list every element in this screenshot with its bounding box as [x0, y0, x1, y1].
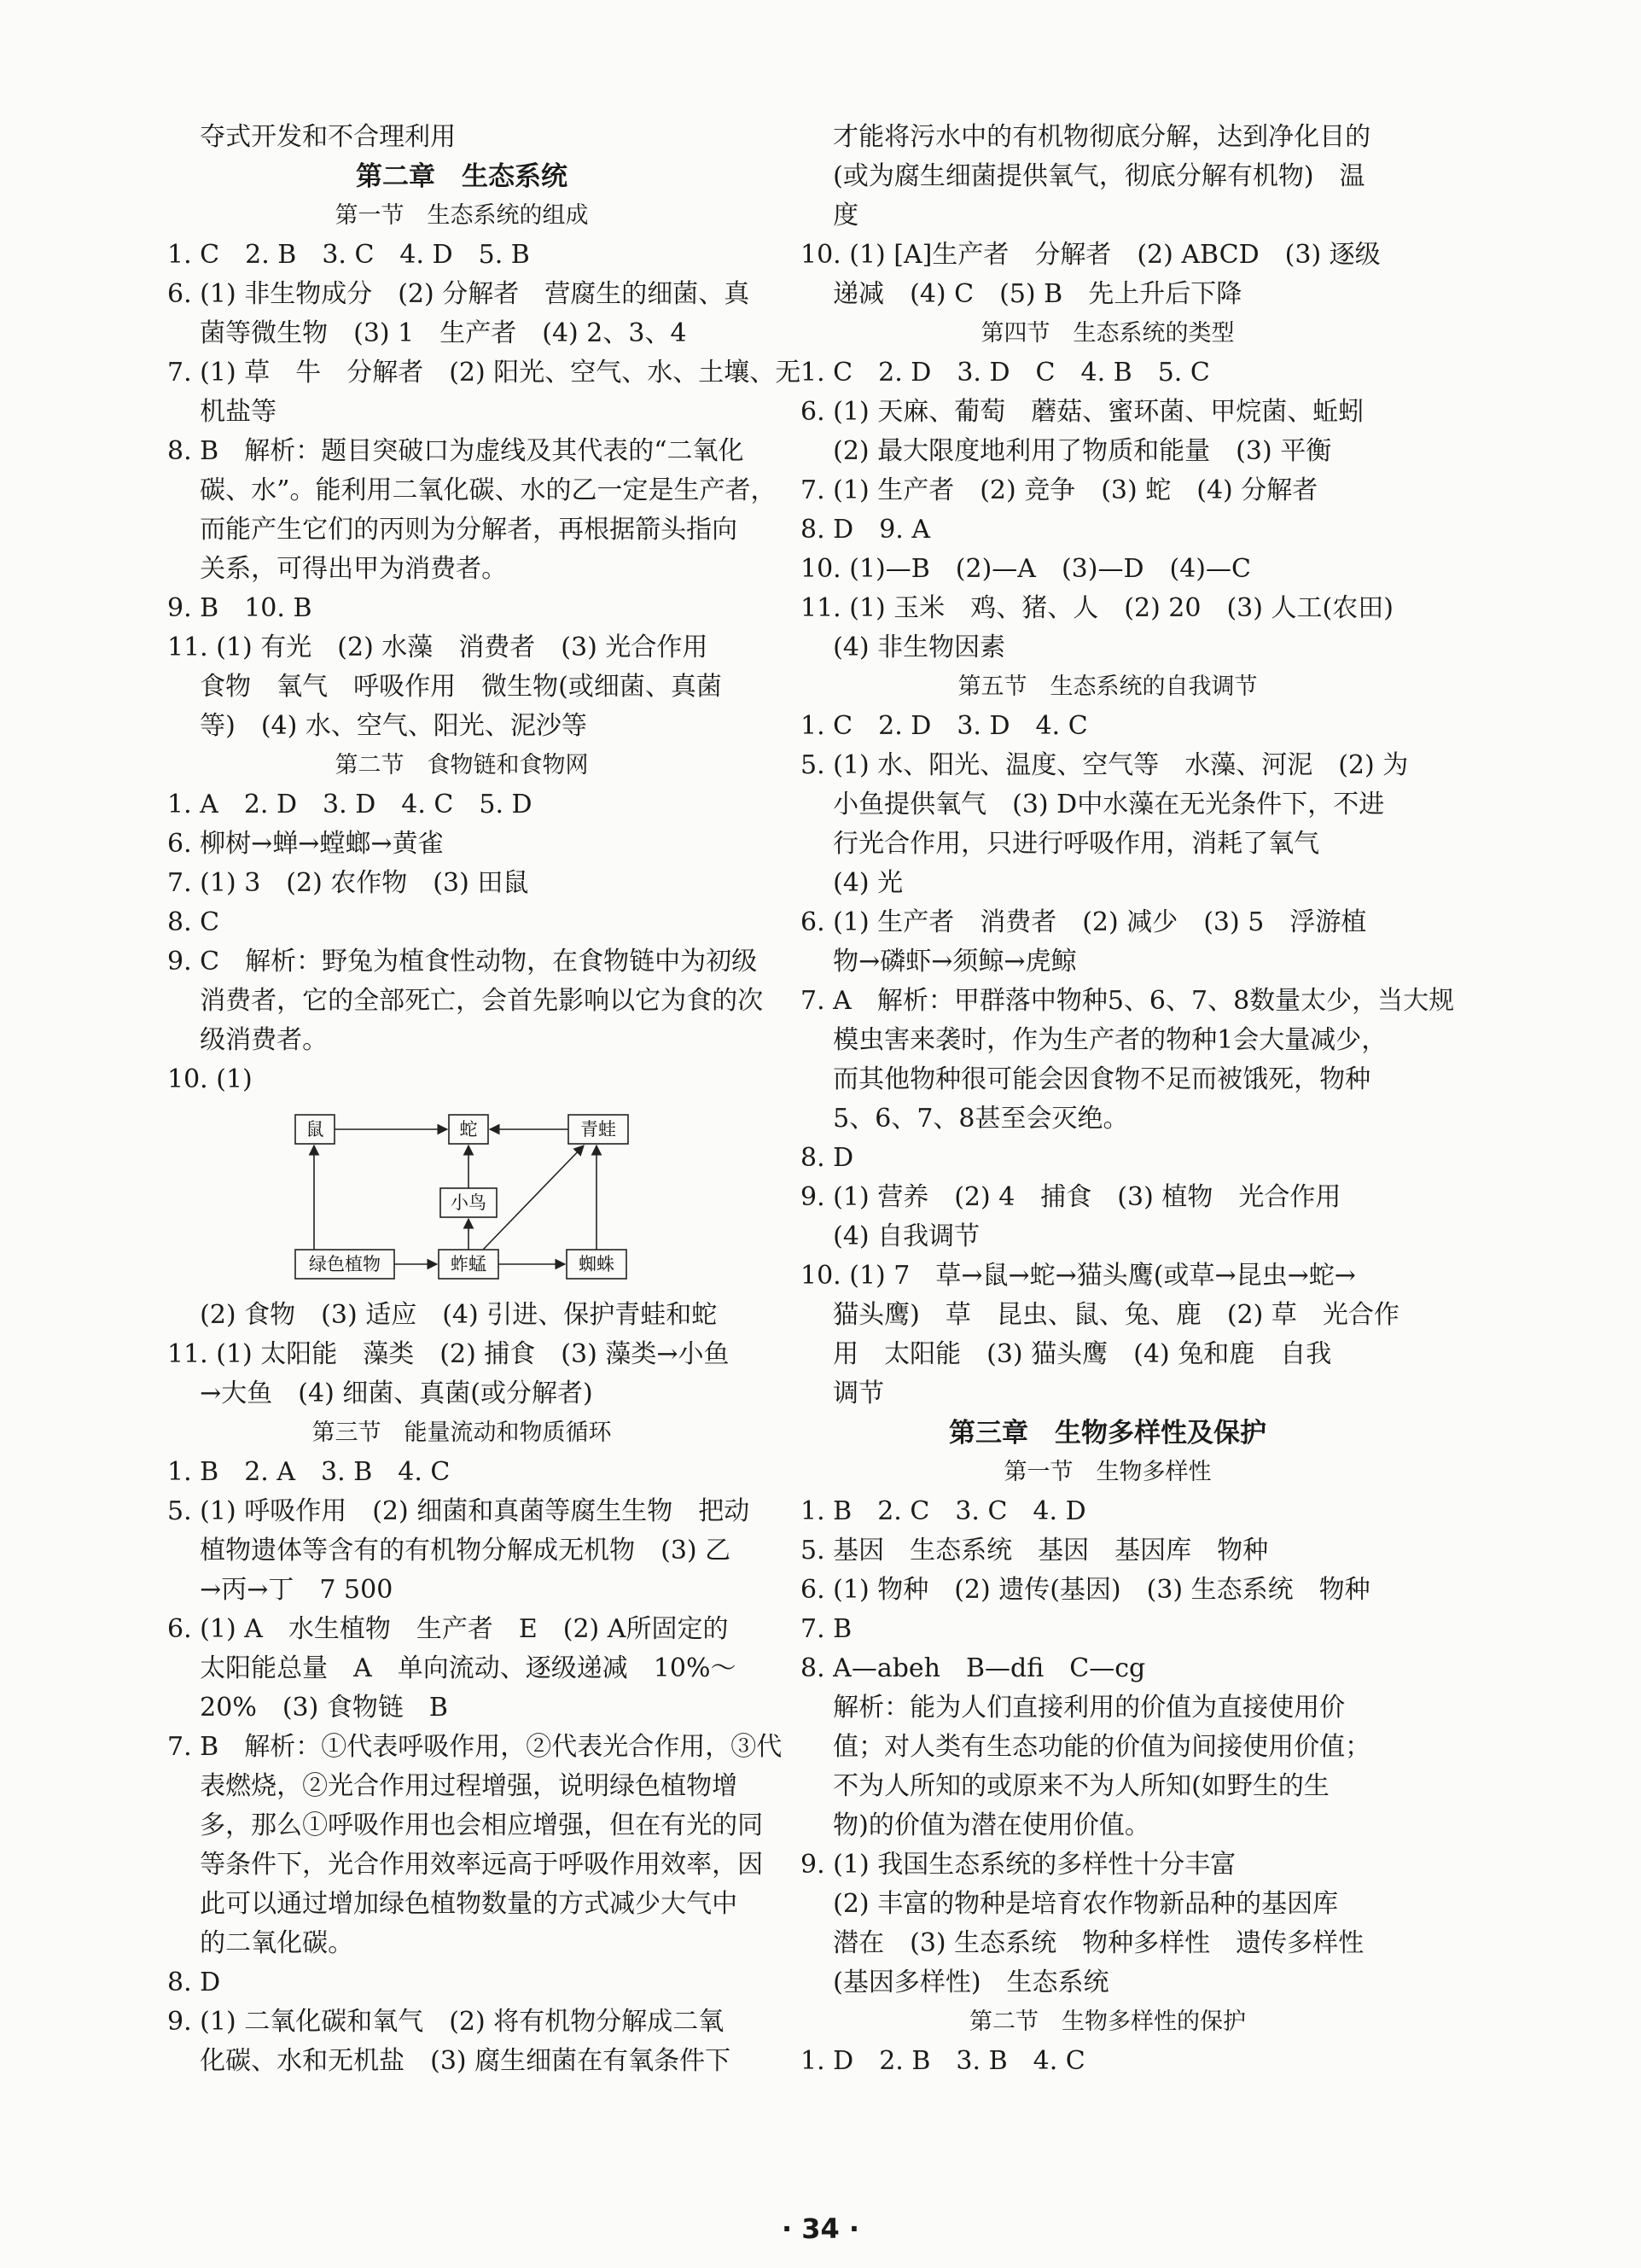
- text-line: 9. B 10. B: [167, 593, 312, 623]
- text-line: 6. (1) 非生物成分 (2) 分解者 营腐生的细菌、真: [167, 279, 750, 309]
- text-line: 度: [800, 201, 859, 230]
- text-line: 5、6、7、8甚至会灭绝。: [800, 1104, 1129, 1134]
- text-line: 8. B 解析：题目突破口为虚线及其代表的“二氧化: [167, 436, 744, 466]
- text-line: 不为人所知的或原来不为人所知(如野生的生: [800, 1771, 1330, 1801]
- text-line: 太阳能总量 A 单向流动、逐级递减 10%～: [167, 1653, 736, 1683]
- text-line: 食物 氧气 呼吸作用 微生物(或细菌、真菌: [167, 672, 722, 702]
- text-line: 调节: [800, 1379, 885, 1408]
- node-bird: 小鸟: [451, 1192, 486, 1213]
- text-line: 8. A—abeh B—dfi C—cg: [800, 1653, 1146, 1683]
- section-title: 第二节 生物多样性的保护: [969, 2009, 1246, 2035]
- node-mouse: 鼠: [306, 1119, 324, 1140]
- text-line: 7. (1) 生产者 (2) 竞争 (3) 蛇 (4) 分解者: [800, 475, 1318, 505]
- text-line: 而其他物种很可能会因食物不足而被饿死，物种: [800, 1064, 1371, 1094]
- text-line: (4) 光: [800, 868, 904, 898]
- text-line: 的二氧化碳。: [167, 1928, 354, 1958]
- text-line: (4) 非生物因素: [800, 633, 1006, 662]
- text-line: 9. (1) 二氧化碳和氧气 (2) 将有机物分解成二氧: [167, 2007, 724, 2037]
- text-line: (2) 丰富的物种是培育农作物新品种的基因库: [800, 1889, 1339, 1919]
- node-frog: 青蛙: [580, 1119, 616, 1140]
- text-line: 而能产生它们的丙则为分解者，再根据箭头指向: [167, 515, 738, 545]
- text-line: 递减 (4) C (5) B 先上升后下降: [800, 279, 1242, 309]
- text-line: 5. (1) 水、阳光、温度、空气等 水藻、河泥 (2) 为: [800, 750, 1409, 780]
- text-line: 潜在 (3) 生态系统 物种多样性 遗传多样性: [800, 1928, 1365, 1958]
- text-line: 夺式开发和不合理利用: [167, 122, 457, 152]
- text-line: 9. (1) 营养 (2) 4 捕食 (3) 植物 光合作用: [800, 1182, 1341, 1212]
- text-line: 1. C 2. B 3. C 4. D 5. B: [167, 240, 530, 270]
- text-line: 1. B 2. A 3. B 4. C: [167, 1457, 451, 1487]
- text-line: (4) 自我调节: [800, 1221, 981, 1251]
- left-lines-e: [167, 1453, 783, 2081]
- text-line: 表燃烧，②光合作用过程增强，说明绿色植物增: [167, 1771, 738, 1801]
- node-grasshopper: 蚱蜢: [451, 1254, 486, 1274]
- text-line: 8. D: [167, 1968, 221, 1997]
- left-lines-c: [167, 785, 764, 1099]
- text-line: 小鱼提供氧气 (3) D中水藻在无光条件下，不进: [800, 790, 1385, 819]
- text-line: 物)的价值为潜在使用价值。: [800, 1810, 1150, 1840]
- text-line: →大鱼 (4) 细菌、真菌(或分解者): [167, 1379, 593, 1408]
- text-line: 物→磷虾→须鲸→虎鲸: [800, 947, 1077, 977]
- text-line: 机盐等: [167, 397, 277, 427]
- arrow-grasshopper-frog: [483, 1146, 584, 1250]
- text-line: 11. (1) 有光 (2) 水藻 消费者 (3) 光合作用: [167, 633, 708, 662]
- text-line: 用 太阳能 (3) 猫头鹰 (4) 兔和鹿 自我: [800, 1339, 1332, 1369]
- text-line: 10. (1): [167, 1064, 253, 1094]
- text-line: 等条件下，光合作用效率远高于呼吸作用效率，因: [167, 1850, 764, 1880]
- text-line: 5. 基因 生态系统 基因 基因库 物种: [800, 1536, 1269, 1565]
- text-line: 9. C 解析：野兔为植食性动物，在食物链中为初级: [167, 947, 758, 977]
- text-line: 级消费者。: [167, 1025, 329, 1055]
- text-line: 菌等微生物 (3) 1 生产者 (4) 2、3、4: [167, 318, 687, 348]
- text-line: 此可以通过增加绿色植物数量的方式减少大气中: [167, 1889, 738, 1919]
- text-line: →丙→丁 7 500: [167, 1575, 393, 1605]
- text-line: 10. (1)—B (2)—A (3)—D (4)—C: [800, 554, 1251, 584]
- text-line: 等) (4) 水、空气、阳光、泥沙等: [167, 711, 587, 741]
- text-line: 6. (1) 物种 (2) 遗传(基因) (3) 生态系统 物种: [800, 1575, 1370, 1605]
- text-line: 1. B 2. C 3. C 4. D: [800, 1496, 1086, 1526]
- text-line: (或为腐生细菌提供氧气，彻底分解有机物) 温: [800, 161, 1365, 191]
- text-line: 植物遗体等含有的有机物分解成无机物 (3) 乙: [167, 1536, 731, 1565]
- text-line: (基因多样性) 生态系统: [800, 1968, 1109, 1997]
- text-line: 8. D: [800, 1143, 854, 1173]
- text-line: 值；对人类有生态功能的价值为间接使用价值；: [800, 1732, 1371, 1762]
- node-plant: 绿色植物: [309, 1254, 381, 1274]
- text-line: 化碳、水和无机盐 (3) 腐生细菌在有氧条件下: [167, 2046, 731, 2076]
- text-line: 解析：能为人们直接利用的价值为直接使用价: [800, 1693, 1346, 1723]
- chapter-title: 第三章 生物多样性及保护: [949, 1418, 1266, 1449]
- text-line: 猫头鹰) 草 昆虫、鼠、兔、鹿 (2) 草 光合作: [800, 1300, 1400, 1330]
- left-lines-d: [167, 1296, 756, 1414]
- text-line: 6. (1) 生产者 消费者 (2) 减少 (3) 5 浮游植: [800, 907, 1367, 937]
- text-line: 6. 柳树→蝉→螳螂→黄雀: [167, 829, 444, 859]
- text-line: 11. (1) 玉米 鸡、猪、人 (2) 20 (3) 人工(农田): [800, 593, 1394, 623]
- text-line: 行光合作用，只进行呼吸作用，消耗了氧气: [800, 829, 1320, 859]
- left-lines-a: [167, 118, 756, 157]
- text-line: 9. (1) 我国生态系统的多样性十分丰富: [800, 1850, 1237, 1880]
- section-title: 第一节 生态系统的组成: [335, 202, 589, 229]
- right-lines-b: [800, 353, 1415, 668]
- text-line: 才能将污水中的有机物彻底分解，达到净化目的: [800, 122, 1371, 152]
- text-line: 多，那么①呼吸作用也会相应增强，但在有光的同: [167, 1810, 764, 1840]
- section-title: 第一节 生物多样性: [1004, 1459, 1212, 1485]
- text-line: 20% (3) 食物链 B: [167, 1693, 448, 1723]
- text-line: (2) 最大限度地利用了物质和能量 (3) 平衡: [800, 436, 1332, 466]
- right-column: [800, 118, 1455, 2081]
- text-line: 10. (1) 7 草→鼠→蛇→猫头鹰(或草→昆虫→蛇→: [800, 1261, 1356, 1291]
- text-line: 1. C 2. D 3. D 4. C: [800, 711, 1088, 741]
- text-line: 7. B: [800, 1614, 853, 1644]
- right-lines-e: [800, 2042, 1415, 2081]
- text-line: 碳、水”。能利用二氧化碳、水的乙一定是生产者，: [167, 475, 777, 505]
- text-line: 7. (1) 草 牛 分解者 (2) 阳光、空气、水、土壤、无: [167, 358, 801, 388]
- right-lines-a: [800, 118, 1415, 314]
- text-line: 消费者，它的全部死亡，会首先影响以它为食的次: [167, 986, 764, 1016]
- text-line: 关系，可得出甲为消费者。: [167, 554, 508, 584]
- text-line: 5. (1) 呼吸作用 (2) 细菌和真菌等腐生生物 把动: [167, 1496, 750, 1526]
- text-line: 11. (1) 太阳能 藻类 (2) 捕食 (3) 藻类→小鱼: [167, 1339, 730, 1369]
- section-title: 第五节 生态系统的自我调节: [957, 673, 1258, 700]
- text-line: 1. C 2. D 3. D C 4. B 5. C: [800, 358, 1210, 388]
- section-title: 第三节 能量流动和物质循环: [311, 1420, 612, 1446]
- food-web-diagram: [167, 1099, 756, 1296]
- section-title: 第四节 生态系统的类型: [981, 320, 1235, 347]
- text-line: 8. C: [167, 907, 220, 937]
- text-line: 7. A 解析：甲群落中物种5、6、7、8数量太少，当大规: [800, 986, 1455, 1016]
- text-line: (2) 食物 (3) 适应 (4) 引进、保护青蛙和蛇: [167, 1300, 718, 1330]
- left-column: [167, 118, 801, 2081]
- text-line: 8. D 9. A: [800, 515, 931, 545]
- right-lines-d: [800, 1492, 1415, 2003]
- left-lines-b: [167, 236, 801, 746]
- text-line: 10. (1) [A]生产者 分解者 (2) ABCD (3) 逐级: [800, 240, 1381, 270]
- food-web-svg: [167, 1099, 756, 1296]
- text-line: 1. A 2. D 3. D 4. C 5. D: [167, 790, 532, 819]
- text-line: 7. (1) 3 (2) 农作物 (3) 田鼠: [167, 868, 529, 898]
- right-lines-c: [800, 707, 1455, 1414]
- text-line: 6. (1) 天麻、葡萄 蘑菇、蜜环菌、甲烷菌、蚯蚓: [800, 397, 1365, 427]
- text-line: 1. D 2. B 3. B 4. C: [800, 2046, 1085, 2076]
- text-line: 7. B 解析：①代表呼吸作用，②代表光合作用，③代: [167, 1732, 783, 1762]
- chapter-title: 第二章 生态系统: [356, 161, 567, 192]
- text-line: 6. (1) A 水生植物 生产者 E (2) A所固定的: [167, 1614, 729, 1644]
- node-spider: 蜘蛛: [579, 1254, 614, 1274]
- text-line: 模虫害来袭时，作为生产者的物种1会大量减少，: [800, 1025, 1388, 1055]
- node-snake: 蛇: [459, 1119, 478, 1140]
- page-number: · 34 ·: [781, 2213, 860, 2245]
- section-title: 第二节 食物链和食物网: [335, 752, 589, 778]
